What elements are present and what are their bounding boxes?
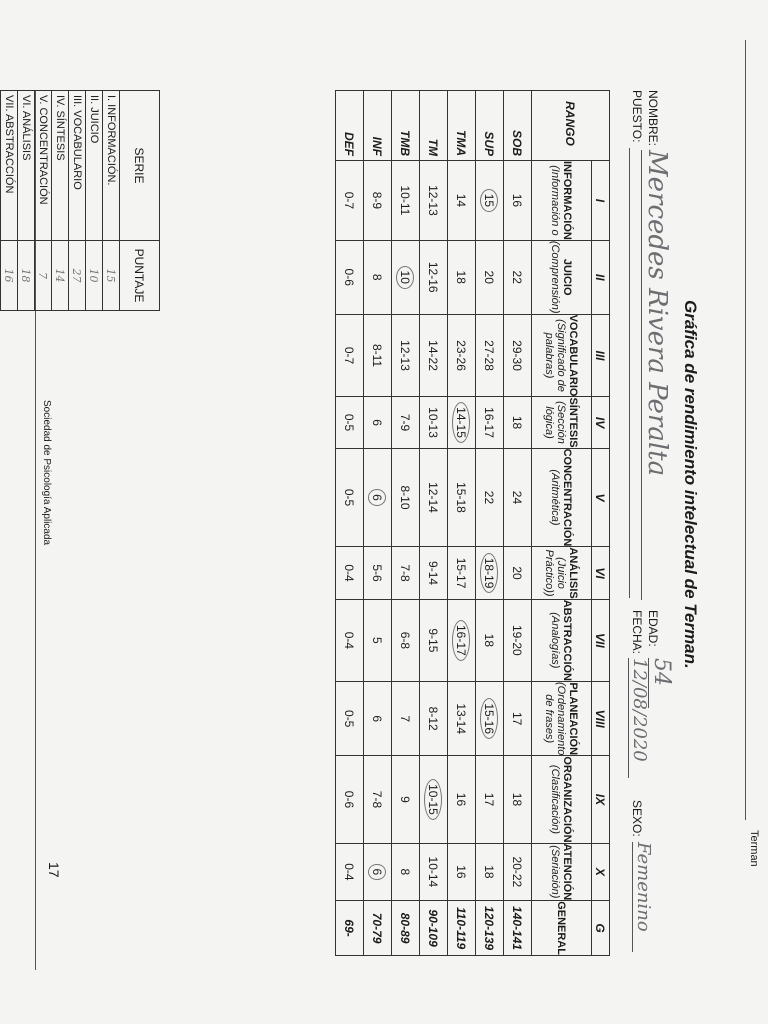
range-value: 8-9 <box>370 191 385 210</box>
range-cell <box>448 901 476 956</box>
range-cell <box>392 599 420 681</box>
range-cell <box>392 901 420 956</box>
range-cell <box>504 599 532 681</box>
series-score: 16 <box>1 241 18 311</box>
range-value: 0-4 <box>342 564 357 582</box>
range-row-def <box>336 91 364 956</box>
range-value: 8-12 <box>426 706 441 731</box>
range-value: 22 <box>510 270 525 284</box>
range-value: 27-28 <box>482 340 497 371</box>
range-cell <box>364 756 392 843</box>
range-cell <box>420 547 448 599</box>
range-value: 90-109 <box>426 909 441 947</box>
range-cell <box>336 397 364 448</box>
series-label: V. CONCENTRACIÓN <box>35 91 52 241</box>
range-row-sob <box>504 91 532 956</box>
range-value: 6 <box>370 715 385 723</box>
rango-label: DEF <box>336 91 364 161</box>
range-cell <box>392 240 420 314</box>
range-value: 8-10 <box>398 485 413 510</box>
col-header: VOCABULARIO (Significado de palabras) <box>532 314 592 397</box>
range-cell <box>476 682 504 756</box>
range-row-inf <box>364 91 392 956</box>
range-value: 18 <box>482 633 497 648</box>
range-cell <box>476 547 504 599</box>
range-value: 6-8 <box>398 631 413 650</box>
range-cell <box>420 240 448 314</box>
col-roman: IX <box>592 756 610 843</box>
range-value: 0-7 <box>342 191 357 210</box>
col-roman: VIII <box>592 682 610 756</box>
range-value: 0-5 <box>342 710 357 728</box>
col-header: ANÁLISIS (Juicio Práctico)) <box>532 547 592 599</box>
range-value: 0-5 <box>342 488 357 507</box>
rango-label: SOB <box>504 91 532 161</box>
col-header: ORGANIZACIÓN (Clasificación) <box>532 756 592 843</box>
range-cell <box>336 547 364 599</box>
col-header: PLANEACIÓN (Ordenamiento de frases) <box>532 682 592 756</box>
series-label: II. JUICIO <box>86 91 103 241</box>
range-cell <box>336 599 364 681</box>
col-header: ATENCIÓN (Seriación) <box>532 843 592 901</box>
range-cell <box>336 901 364 956</box>
range-cell <box>364 599 392 681</box>
series-score: 27 <box>69 241 86 311</box>
form-title: Gráfica de rendimiento intelectual de Terman. <box>681 300 700 669</box>
range-cell <box>448 161 476 241</box>
range-value: 10-14 <box>426 856 441 888</box>
range-value: 6 <box>369 864 387 881</box>
range-cell <box>476 240 504 314</box>
series-score: 7 <box>35 241 52 311</box>
range-value: 70-79 <box>370 912 385 944</box>
roman-header-row <box>592 91 610 956</box>
range-value: 9-14 <box>426 561 441 586</box>
rango-label: SUP <box>476 91 504 161</box>
range-cell <box>392 547 420 599</box>
series-row <box>0 91 1 311</box>
range-value: 5 <box>370 637 385 644</box>
range-value: 0-6 <box>342 268 357 286</box>
range-table <box>335 90 610 956</box>
range-value: 17 <box>510 712 525 726</box>
range-value: 18 <box>454 270 469 284</box>
range-value: 24 <box>510 490 525 505</box>
col-header: SÍNTESIS (Sección lógica) <box>532 397 592 448</box>
range-cell <box>336 756 364 843</box>
range-value: 0-4 <box>342 863 357 881</box>
sexo-value: Femenino <box>632 842 654 952</box>
range-cell <box>448 599 476 681</box>
range-value: 7 <box>398 715 413 723</box>
range-value: 29-30 <box>510 340 525 371</box>
range-value: 10 <box>397 266 415 289</box>
range-value: 140-141 <box>510 906 525 951</box>
range-value: 10-15 <box>425 779 443 820</box>
range-cell <box>448 397 476 448</box>
range-cell <box>504 314 532 397</box>
page-number: 17 <box>46 862 62 878</box>
rango-label: TMA <box>448 91 476 161</box>
range-cell <box>476 314 504 397</box>
range-cell <box>448 240 476 314</box>
sexo-label: SEXO: <box>630 800 644 837</box>
rango-label: TM <box>420 91 448 161</box>
range-value: 0-5 <box>342 413 357 432</box>
range-value: 0-7 <box>342 346 357 365</box>
range-value: 23-26 <box>454 340 469 371</box>
series-row <box>69 91 86 311</box>
range-value: 69- <box>342 919 357 937</box>
range-value: 18 <box>510 415 525 430</box>
range-value: 9 <box>398 796 413 803</box>
range-cell <box>448 682 476 756</box>
range-cell <box>448 843 476 901</box>
range-value: 5-6 <box>370 564 385 582</box>
range-cell <box>392 843 420 901</box>
col-header: CONCENTRACIÓN (Aritmética) <box>532 448 592 547</box>
range-value: 12-13 <box>398 340 413 371</box>
range-cell <box>476 599 504 681</box>
range-value: 13-14 <box>454 703 469 735</box>
nombre-value: Mercedes Rivera Peralta <box>641 150 672 600</box>
range-value: 14 <box>454 193 469 208</box>
series-row <box>103 91 120 311</box>
series-label: VI. ANÁLISIS <box>18 91 35 241</box>
col-header: ABSTRACCIÓN (Analogías) <box>532 599 592 681</box>
range-cell <box>476 901 504 956</box>
range-cell <box>420 756 448 843</box>
range-cell <box>364 448 392 547</box>
range-value: 7-9 <box>398 413 413 432</box>
range-cell <box>420 599 448 681</box>
range-value: 0-6 <box>342 790 357 809</box>
right-margin-line <box>745 40 746 820</box>
range-value: 15 <box>481 189 499 212</box>
col-roman: X <box>592 843 610 901</box>
puesto-label: PUESTO: <box>630 90 644 143</box>
series-score: 14 <box>52 241 69 311</box>
range-cell <box>336 682 364 756</box>
range-cell <box>364 901 392 956</box>
range-value: 18 <box>510 792 525 807</box>
range-value: 8 <box>398 868 413 876</box>
range-cell <box>336 240 364 314</box>
series-score <box>0 241 1 311</box>
range-value: 20-22 <box>510 856 525 888</box>
series-label <box>0 91 1 241</box>
series-row <box>18 91 35 311</box>
nombre-label: NOMBRE: <box>646 90 660 147</box>
range-cell <box>504 161 532 241</box>
range-value: 80-89 <box>398 912 413 944</box>
series-score: 10 <box>86 241 103 311</box>
range-cell <box>504 682 532 756</box>
range-cell <box>420 843 448 901</box>
range-rows <box>336 91 532 956</box>
range-value: 110-119 <box>454 906 469 950</box>
range-cell <box>504 448 532 547</box>
range-cell <box>420 448 448 547</box>
range-cell <box>504 901 532 956</box>
range-cell <box>392 161 420 241</box>
range-cell <box>392 314 420 397</box>
range-cell <box>392 397 420 448</box>
range-cell <box>448 448 476 547</box>
range-value: 16-17 <box>453 620 471 661</box>
edad-value: 54 <box>648 658 674 708</box>
range-value: 14-15 <box>453 402 471 443</box>
series-label: III. VOCABULARIO <box>69 91 86 241</box>
series-label: IV. SÍNTESIS <box>52 91 69 241</box>
col-header: JUICIO (Comprensión) <box>532 240 592 314</box>
series-label: I. INFORMACIÓN. <box>103 91 120 241</box>
range-cell <box>476 756 504 843</box>
range-cell <box>420 901 448 956</box>
range-cell <box>364 161 392 241</box>
puesto-line <box>629 148 630 598</box>
range-value: 10-13 <box>426 407 441 438</box>
range-value: 20 <box>482 270 497 284</box>
col-roman: IV <box>592 397 610 448</box>
range-value: 18-19 <box>481 553 499 594</box>
range-value: 19-20 <box>510 625 525 656</box>
range-row-sup <box>476 91 504 956</box>
range-value: 17 <box>482 792 497 807</box>
range-value: 7-8 <box>370 790 385 809</box>
range-row-tmb <box>392 91 420 956</box>
range-value: 120-139 <box>482 906 497 951</box>
serie-header: SERIE <box>120 91 160 241</box>
range-cell <box>448 314 476 397</box>
series-rows <box>0 91 120 311</box>
series-label: VII. ABSTRACCIÓN <box>1 91 18 241</box>
series-row <box>86 91 103 311</box>
series-row <box>1 91 18 311</box>
range-value: 16-17 <box>482 407 497 438</box>
range-cell <box>504 240 532 314</box>
range-value: 12-14 <box>426 482 441 513</box>
range-value: 6 <box>370 419 385 426</box>
range-value: 12-16 <box>426 261 441 293</box>
rango-header: RANGO <box>532 91 610 161</box>
range-value: 15-16 <box>481 698 499 739</box>
range-row-tma <box>448 91 476 956</box>
col-roman: VI <box>592 547 610 599</box>
range-cell <box>476 161 504 241</box>
series-score: 15 <box>103 241 120 311</box>
society-footer: Sociedad de Psicología Aplicada <box>41 400 52 546</box>
range-value: 10-11 <box>398 185 413 216</box>
col-header: INFORMACIÓN (Información o <box>532 161 592 241</box>
range-cell <box>504 843 532 901</box>
range-cell <box>504 547 532 599</box>
series-score-table <box>0 90 160 311</box>
range-value: 8 <box>370 273 385 281</box>
range-value: 18 <box>482 865 497 879</box>
range-cell <box>420 397 448 448</box>
range-cell <box>364 547 392 599</box>
fecha-label: FECHA: <box>630 610 644 655</box>
range-cell <box>420 161 448 241</box>
col-roman: III <box>592 314 610 397</box>
col-roman: II <box>592 240 610 314</box>
range-value: 9-15 <box>426 628 441 653</box>
range-cell <box>364 397 392 448</box>
range-cell <box>420 314 448 397</box>
range-cell <box>364 240 392 314</box>
range-cell <box>336 843 364 901</box>
range-value: 20 <box>510 566 525 580</box>
range-cell <box>392 756 420 843</box>
name-header-row <box>532 91 592 956</box>
range-cell <box>420 682 448 756</box>
series-header-row <box>120 91 160 311</box>
range-cell <box>336 314 364 397</box>
range-value: 8-11 <box>370 343 385 368</box>
range-cell <box>476 448 504 547</box>
series-row <box>52 91 69 311</box>
edad-label: EDAD: <box>646 610 660 647</box>
range-value: 15-17 <box>454 557 469 589</box>
range-row-tm <box>420 91 448 956</box>
col-roman: I <box>592 161 610 241</box>
range-cell <box>336 448 364 547</box>
rango-label: INF <box>364 91 392 161</box>
range-cell <box>504 756 532 843</box>
range-cell <box>364 843 392 901</box>
col-roman: VII <box>592 599 610 681</box>
col-header: GENERAL <box>532 901 592 956</box>
range-cell <box>364 314 392 397</box>
range-cell <box>336 161 364 241</box>
range-value: 16 <box>510 193 525 208</box>
range-value: 16 <box>454 792 469 807</box>
col-roman: V <box>592 448 610 547</box>
puntaje-header: PUNTAJE <box>120 241 160 311</box>
series-row <box>35 91 52 311</box>
range-cell <box>392 448 420 547</box>
range-value: 22 <box>482 490 497 505</box>
range-value: 0-4 <box>342 631 357 650</box>
col-roman: G <box>592 901 610 956</box>
range-cell <box>504 397 532 448</box>
terman-label: Terman <box>748 830 760 867</box>
range-value: 12-13 <box>426 185 441 216</box>
range-cell <box>392 682 420 756</box>
range-value: 15-18 <box>454 482 469 513</box>
fecha-value: 12/08/2020 <box>628 658 650 778</box>
range-value: 14-22 <box>426 340 441 371</box>
range-cell <box>364 682 392 756</box>
range-value: 16 <box>454 865 469 879</box>
range-cell <box>448 547 476 599</box>
range-value: 6 <box>369 489 387 506</box>
range-cell <box>448 756 476 843</box>
series-score: 18 <box>18 241 35 311</box>
range-value: 7-8 <box>398 564 413 582</box>
range-cell <box>476 843 504 901</box>
rango-label: TMB <box>392 91 420 161</box>
range-cell <box>476 397 504 448</box>
